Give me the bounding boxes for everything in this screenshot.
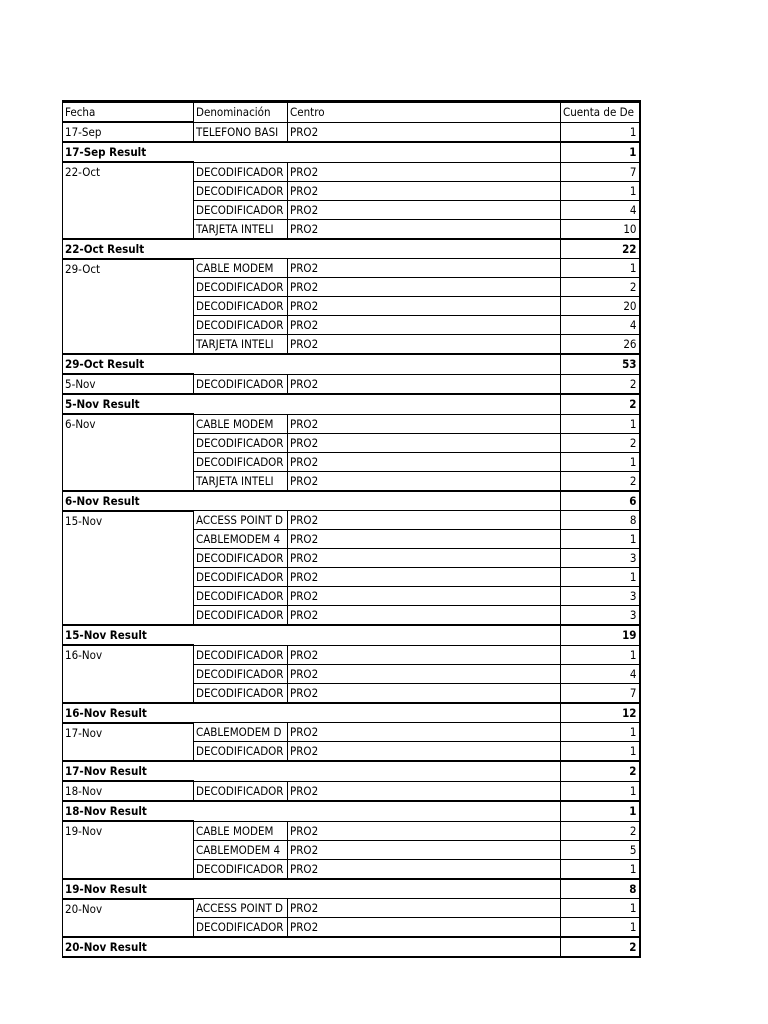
result-total: 2 [561, 937, 640, 957]
centro-cell: PRO2 [288, 471, 561, 491]
date-cell: 17-Sep [63, 122, 194, 142]
centro-cell: PRO2 [288, 414, 561, 433]
denominacion-cell: CABLE MODEM [194, 259, 288, 278]
centro-cell: PRO2 [288, 840, 561, 859]
result-row [63, 142, 640, 162]
cuenta-cell: 2 [561, 821, 640, 840]
result-label: 18-Nov Result [63, 801, 561, 821]
centro-cell: PRO2 [288, 219, 561, 239]
cuenta-cell: 8 [561, 511, 640, 530]
result-total: 19 [561, 625, 640, 645]
result-label: 16-Nov Result [63, 703, 561, 723]
cuenta-cell: 2 [561, 471, 640, 491]
centro-cell: PRO2 [288, 859, 561, 879]
denominacion-cell: CABLEMODEM 4 [194, 840, 288, 859]
cuenta-cell: 3 [561, 549, 640, 568]
cuenta-cell: 7 [561, 683, 640, 703]
result-row [63, 801, 640, 821]
cuenta-cell: 4 [561, 664, 640, 683]
cuenta-cell: 2 [561, 278, 640, 297]
cuenta-cell: 1 [561, 530, 640, 549]
table-row [63, 821, 640, 840]
table-row [63, 781, 640, 801]
denominacion-cell: CABLE MODEM [194, 414, 288, 433]
denominacion-cell: DECODIFICADOR [194, 316, 288, 335]
result-label: 19-Nov Result [63, 879, 561, 899]
table-row [63, 899, 640, 918]
denominacion-cell: DECODIFICADOR [194, 606, 288, 626]
date-cell: 16-Nov [63, 645, 194, 703]
result-row [63, 239, 640, 259]
denominacion-cell: DECODIFICADOR [194, 587, 288, 606]
date-cell: 15-Nov [63, 511, 194, 626]
header-centro: Centro [288, 102, 561, 123]
date-cell: 5-Nov [63, 374, 194, 394]
table-row [63, 511, 640, 530]
result-total: 1 [561, 801, 640, 821]
cuenta-cell: 1 [561, 181, 640, 200]
centro-cell: PRO2 [288, 645, 561, 664]
header-cuenta: Cuenta de De [561, 102, 640, 123]
centro-cell: PRO2 [288, 530, 561, 549]
centro-cell: PRO2 [288, 549, 561, 568]
centro-cell: PRO2 [288, 433, 561, 452]
cuenta-cell: 7 [561, 162, 640, 181]
result-label: 6-Nov Result [63, 491, 561, 511]
centro-cell: PRO2 [288, 122, 561, 142]
result-total: 1 [561, 142, 640, 162]
denominacion-cell: DECODIFICADOR [194, 374, 288, 394]
result-label: 15-Nov Result [63, 625, 561, 645]
denominacion-cell: TELEFONO BASI [194, 122, 288, 142]
result-total: 8 [561, 879, 640, 899]
result-label: 5-Nov Result [63, 394, 561, 414]
centro-cell: PRO2 [288, 899, 561, 918]
denominacion-cell: DECODIFICADOR [194, 568, 288, 587]
table-row [63, 374, 640, 394]
denominacion-cell: DECODIFICADOR [194, 452, 288, 471]
centro-cell: PRO2 [288, 452, 561, 471]
denominacion-cell: DECODIFICADOR [194, 918, 288, 938]
header-row [63, 102, 640, 123]
denominacion-cell: ACCESS POINT D [194, 511, 288, 530]
centro-cell: PRO2 [288, 200, 561, 219]
denominacion-cell: DECODIFICADOR [194, 278, 288, 297]
denominacion-cell: CABLEMODEM D [194, 723, 288, 742]
centro-cell: PRO2 [288, 664, 561, 683]
result-total: 22 [561, 239, 640, 259]
table-row [63, 122, 640, 142]
cuenta-cell: 4 [561, 316, 640, 335]
denominacion-cell: DECODIFICADOR [194, 297, 288, 316]
denominacion-cell: DECODIFICADOR [194, 549, 288, 568]
denominacion-cell: DECODIFICADOR [194, 200, 288, 219]
denominacion-cell: DECODIFICADOR [194, 433, 288, 452]
centro-cell: PRO2 [288, 181, 561, 200]
result-label: 17-Nov Result [63, 761, 561, 781]
result-label: 29-Oct Result [63, 354, 561, 374]
cuenta-cell: 10 [561, 219, 640, 239]
table-row [63, 645, 640, 664]
table-row [63, 723, 640, 742]
denominacion-cell: DECODIFICADOR [194, 664, 288, 683]
cuenta-cell: 1 [561, 723, 640, 742]
centro-cell: PRO2 [288, 683, 561, 703]
result-total: 2 [561, 394, 640, 414]
cuenta-cell: 1 [561, 452, 640, 471]
centro-cell: PRO2 [288, 297, 561, 316]
result-row [63, 761, 640, 781]
centro-cell: PRO2 [288, 918, 561, 938]
cuenta-cell: 3 [561, 606, 640, 626]
cuenta-cell: 1 [561, 781, 640, 801]
denominacion-cell: DECODIFICADOR [194, 162, 288, 181]
result-row [63, 703, 640, 723]
result-label: 17-Sep Result [63, 142, 561, 162]
date-cell: 6-Nov [63, 414, 194, 491]
result-row [63, 879, 640, 899]
table-row [63, 259, 640, 278]
result-total: 53 [561, 354, 640, 374]
cuenta-cell: 1 [561, 859, 640, 879]
cuenta-cell: 3 [561, 587, 640, 606]
table-row [63, 414, 640, 433]
centro-cell: PRO2 [288, 259, 561, 278]
cuenta-cell: 2 [561, 433, 640, 452]
header-denominacion: Denominación [194, 102, 288, 123]
table-body [63, 122, 640, 957]
cuenta-cell: 4 [561, 200, 640, 219]
date-cell: 22-Oct [63, 162, 194, 239]
denominacion-cell: DECODIFICADOR [194, 781, 288, 801]
result-row [63, 491, 640, 511]
cuenta-cell: 5 [561, 840, 640, 859]
cuenta-cell: 1 [561, 742, 640, 762]
centro-cell: PRO2 [288, 587, 561, 606]
centro-cell: PRO2 [288, 742, 561, 762]
cuenta-cell: 1 [561, 645, 640, 664]
cuenta-cell: 1 [561, 918, 640, 938]
result-label: 20-Nov Result [63, 937, 561, 957]
centro-cell: PRO2 [288, 511, 561, 530]
denominacion-cell: DECODIFICADOR [194, 181, 288, 200]
centro-cell: PRO2 [288, 821, 561, 840]
table-row [63, 162, 640, 181]
centro-cell: PRO2 [288, 316, 561, 335]
result-total: 2 [561, 761, 640, 781]
centro-cell: PRO2 [288, 162, 561, 181]
cuenta-cell: 1 [561, 414, 640, 433]
result-total: 12 [561, 703, 640, 723]
cuenta-cell: 1 [561, 568, 640, 587]
header-fecha: Fecha [63, 102, 194, 123]
denominacion-cell: CABLEMODEM 4 [194, 530, 288, 549]
denominacion-cell: DECODIFICADOR [194, 742, 288, 762]
centro-cell: PRO2 [288, 278, 561, 297]
denominacion-cell: DECODIFICADOR [194, 859, 288, 879]
result-row [63, 394, 640, 414]
date-cell: 20-Nov [63, 899, 194, 938]
denominacion-cell: CABLE MODEM [194, 821, 288, 840]
result-label: 22-Oct Result [63, 239, 561, 259]
result-row [63, 354, 640, 374]
centro-cell: PRO2 [288, 606, 561, 626]
result-row [63, 937, 640, 957]
cuenta-cell: 2 [561, 374, 640, 394]
cuenta-cell: 1 [561, 259, 640, 278]
cuenta-cell: 20 [561, 297, 640, 316]
cuenta-cell: 26 [561, 335, 640, 355]
denominacion-cell: TARJETA INTELI [194, 219, 288, 239]
result-row [63, 625, 640, 645]
denominacion-cell: TARJETA INTELI [194, 471, 288, 491]
denominacion-cell: TARJETA INTELI [194, 335, 288, 355]
date-cell: 18-Nov [63, 781, 194, 801]
denominacion-cell: DECODIFICADOR [194, 645, 288, 664]
denominacion-cell: DECODIFICADOR [194, 683, 288, 703]
result-total: 6 [561, 491, 640, 511]
date-cell: 19-Nov [63, 821, 194, 879]
pivot-table [62, 100, 641, 958]
cuenta-cell: 1 [561, 122, 640, 142]
date-cell: 29-Oct [63, 259, 194, 355]
cuenta-cell: 1 [561, 899, 640, 918]
centro-cell: PRO2 [288, 374, 561, 394]
denominacion-cell: ACCESS POINT D [194, 899, 288, 918]
centro-cell: PRO2 [288, 723, 561, 742]
centro-cell: PRO2 [288, 335, 561, 355]
centro-cell: PRO2 [288, 568, 561, 587]
date-cell: 17-Nov [63, 723, 194, 762]
centro-cell: PRO2 [288, 781, 561, 801]
